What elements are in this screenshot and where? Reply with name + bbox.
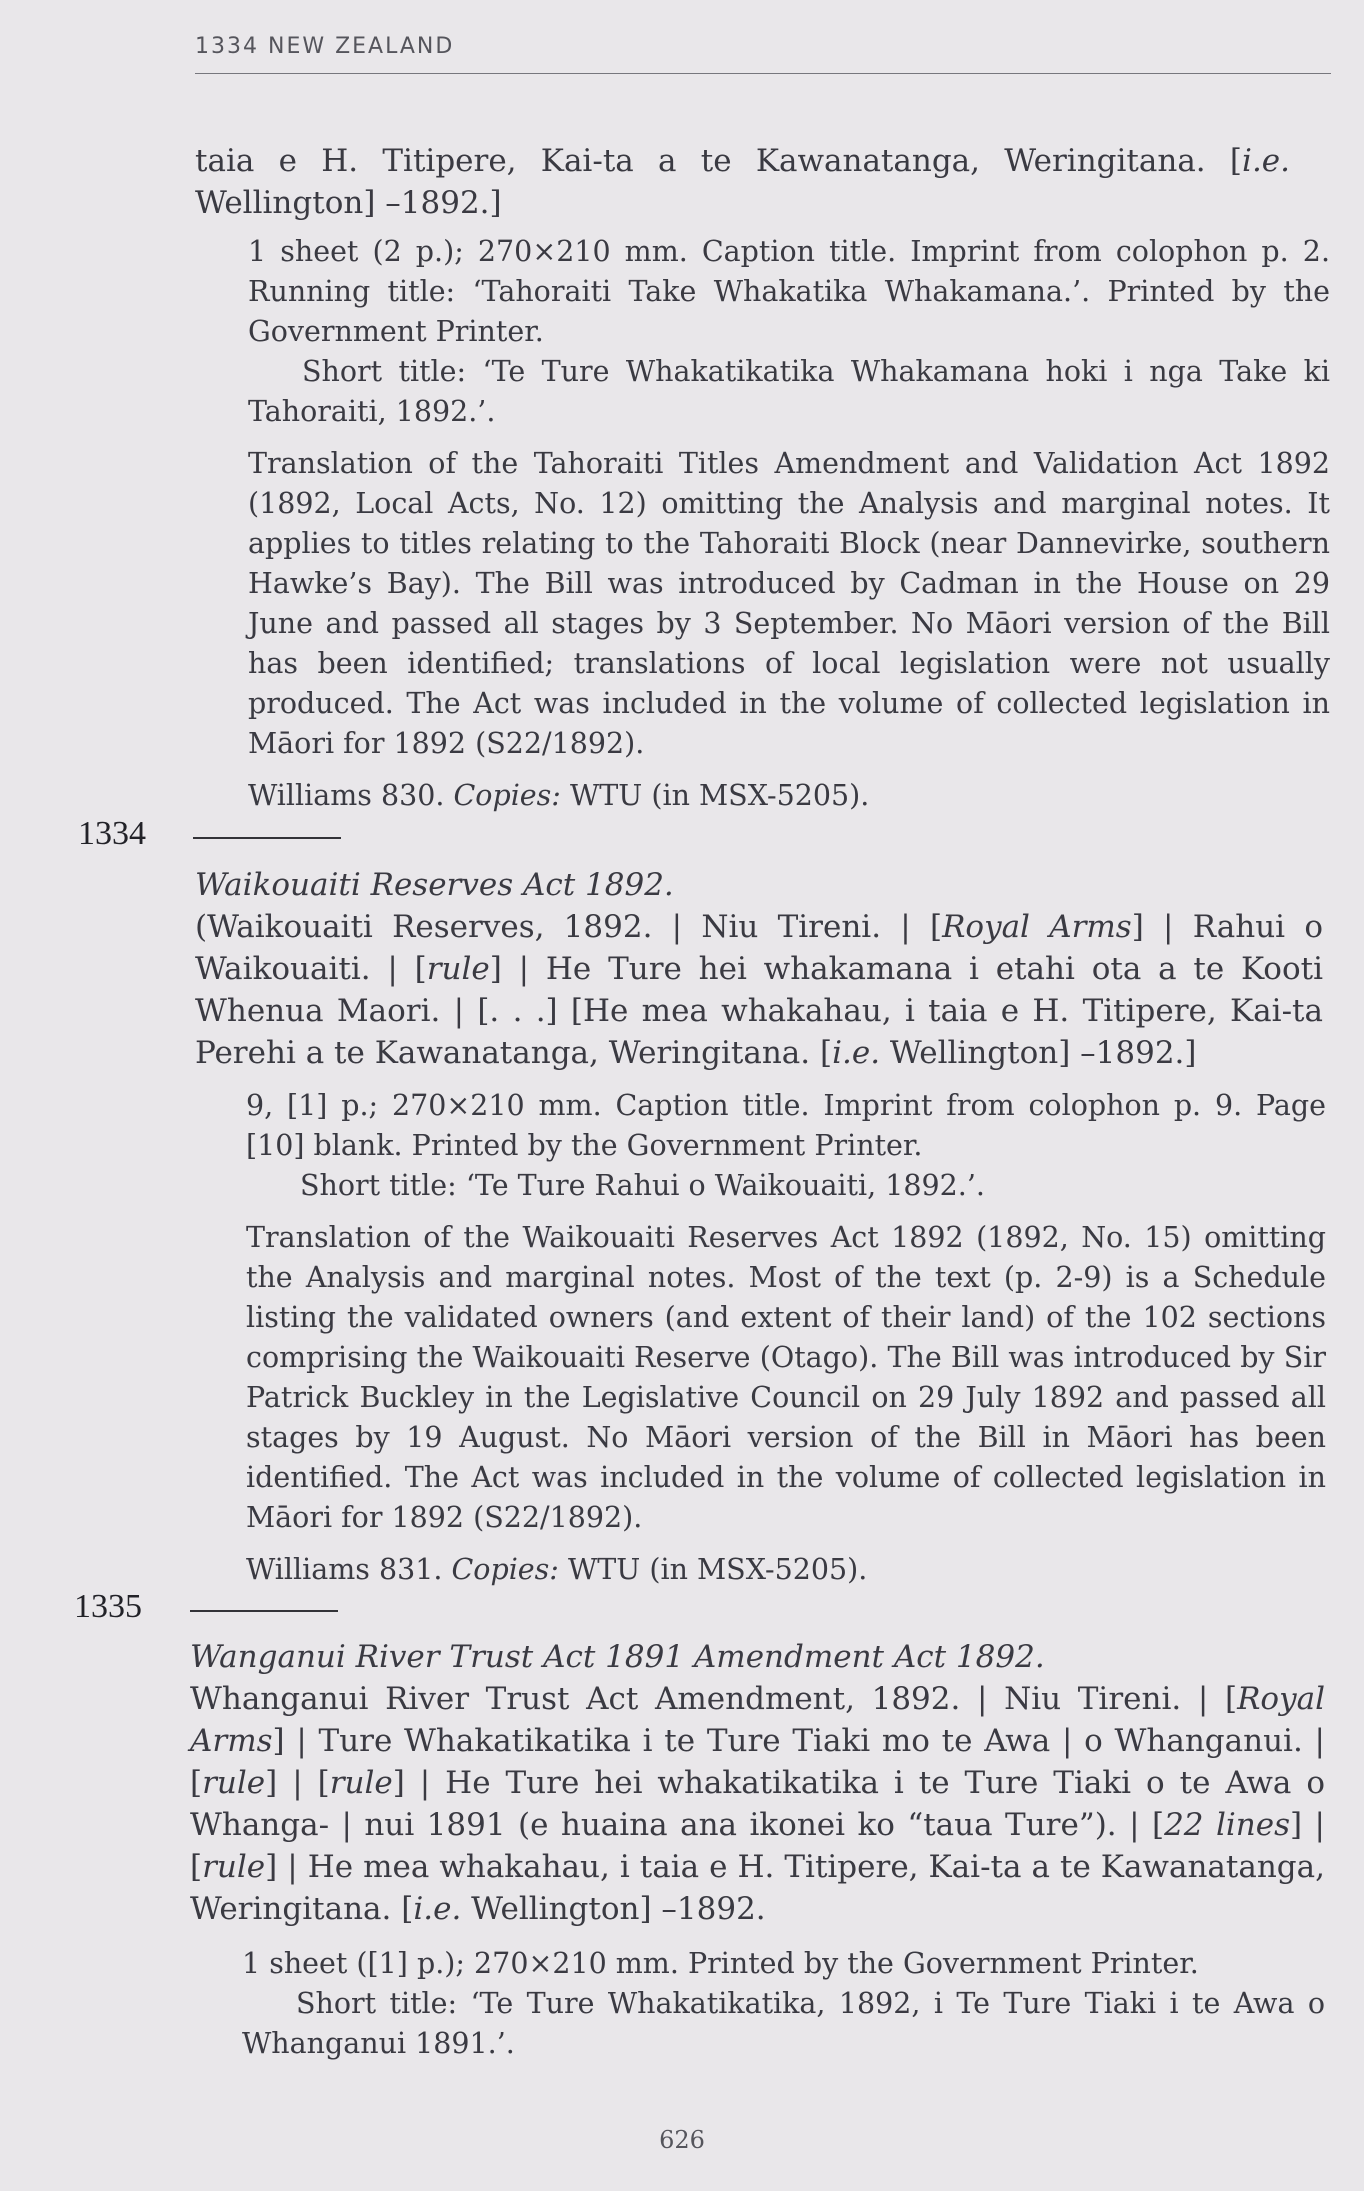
translation-note: Translation of the Tahoraiti Titles Amendment and Validation Act 1892 (1892, Local Acts, No. 12) omitting the Analysis and marginal notes. It applies to titles relating to the Tahoraiti Block (near Dannevirke, southern Hawke’s Bay). The Bill was introduced by Cadman in the House on 29 June and passed all stages by 3 September. No Māori version of the Bill has been identified; translations of local legislation were not usually produced. The Act was included in the volume of collected legislation in Māori for 1892 (S22/1892). [248, 447, 1330, 760]
entry-number-1334: 1334 [78, 815, 146, 852]
entry-1335-notes [242, 1944, 1325, 2064]
imprint-line: taia e H. Titipere, Kai-ta a te Kawanatanga, Weringitana. [i.e. Wellington] –1892.] [195, 143, 1290, 221]
entry-1333-imprint [195, 140, 1290, 224]
entry-1334-notes [246, 1086, 1326, 1590]
entry-1334-body [195, 864, 1323, 1074]
williams-reference: Williams 830. [248, 779, 445, 812]
short-title: Short title: ‘Te Ture Whakatikatika Whakamana hoki i nga Take ki Tahoraiti, 1892.’. [248, 355, 1330, 428]
entry-number-1335: 1335 [74, 1588, 142, 1625]
copies-location: WTU (in MSX-5205). [567, 1553, 868, 1586]
copies-label: Copies: [451, 1553, 559, 1586]
reference-line [246, 1550, 1326, 1590]
entry-title: Wanganui River Trust Act 1891 Amendment Act 1892. [190, 1639, 1045, 1675]
copies-location: WTU (in MSX-5205). [569, 779, 870, 812]
short-title: Short title: ‘Te Ture Whakatikatika, 1892, i Te Ture Tiaki i te Awa o Whanganui 1891.’. [242, 1987, 1325, 2060]
copies-label: Copies: [453, 779, 561, 812]
collation: 9, [1] p.; 270×210 mm. Caption title. Imprint from colophon p. 9. Page [10] blank. Printed by the Government Printer. [246, 1089, 1326, 1162]
entry-description: (Waikouaiti Reserves, 1892. | Niu Tireni. | [Royal Arms] | Rahui o Waikouaiti. | [rule] | He Ture hei whakamana i etahi ota a te Kooti Whenua Maori. | [. . .] [He mea whakahau, i taia e H. Titipere, Kai-ta Perehi a te Kawanatanga, Weringitana. [i.e. Wellington] –1892.] [195, 909, 1323, 1071]
short-title: Short title: ‘Te Ture Rahui o Waikouaiti, 1892.’. [300, 1169, 985, 1202]
collation: 1 sheet (2 p.); 270×210 mm. Caption title. Imprint from colophon p. 2. Running title: ‘Tahoraiti Take Whakatika Whakamana.’. Printed by the Government Printer. [248, 235, 1330, 348]
translation-note: Translation of the Waikouaiti Reserves Act 1892 (1892, No. 15) omitting the Analysis and marginal notes. Most of the text (p. 2-9) is a Schedule listing the validated owners (and extent of their land) of the 102 sections comprising the Waikouaiti Reserve (Otago). The Bill was introduced by Sir Patrick Buckley in the Legislative Council on 29 July 1892 and passed all stages by 19 August. No Māori version of the Bill in Māori has been identified. The Act was included in the volume of collected legislation in Māori for 1892 (S22/1892). [246, 1221, 1326, 1534]
entry-rule [190, 1610, 338, 1612]
entry-1333-notes [248, 232, 1330, 816]
entry-title: Waikouaiti Reserves Act 1892. [195, 867, 674, 903]
entry-description: Whanganui River Trust Act Amendment, 1892. | Niu Tireni. | [Royal Arms] | Ture Whakatikatika i te Ture Tiaki mo te Awa | o Whanganui. | [rule] | [rule] | He Ture hei whakatikatika i te Ture Tiaki o te Awa o Whanga- | nui 1891 (e huaina ana ikonei ko “taua Ture”). | [22 lines] | [rule] | He mea whakahau, i taia e H. Titipere, Kai-ta a te Kawanatanga, Weringitana. [i.e. Wellington] –1892. [190, 1681, 1325, 1927]
entry-rule [193, 837, 341, 839]
running-head: 1334 NEW ZEALAND [195, 34, 1331, 74]
williams-reference: Williams 831. [246, 1553, 443, 1586]
page-number: 626 [659, 2126, 705, 2154]
entry-1335-body [190, 1636, 1325, 1930]
reference-line [248, 776, 1330, 816]
collation: 1 sheet ([1] p.); 270×210 mm. Printed by the Government Printer. [242, 1947, 1199, 1980]
